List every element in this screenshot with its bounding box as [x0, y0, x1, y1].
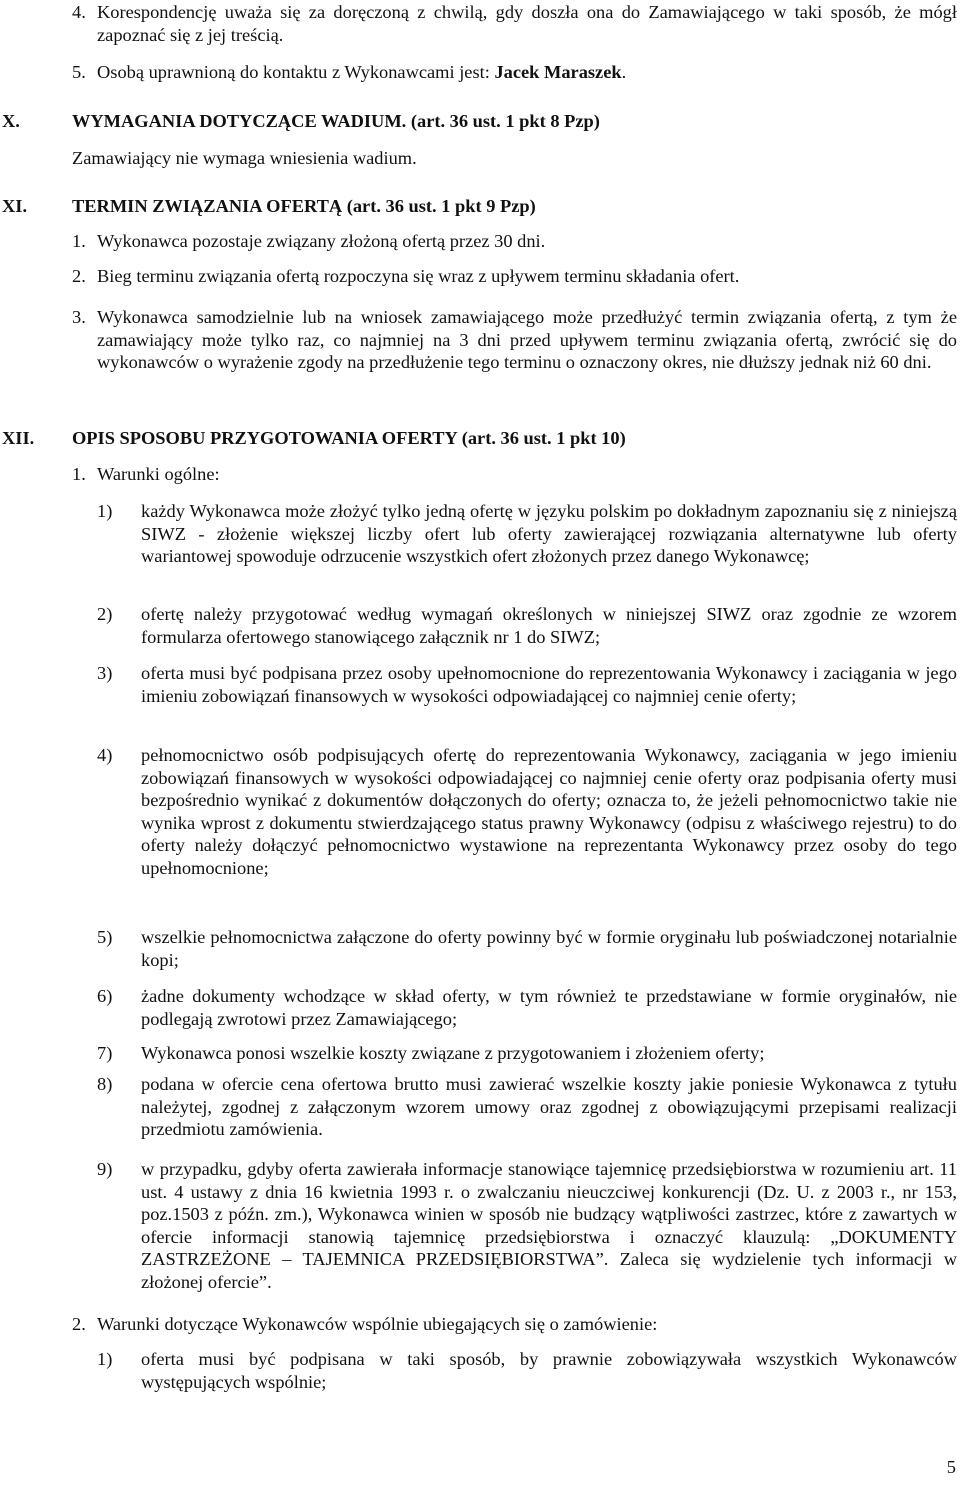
section-number: XII. — [2, 428, 35, 448]
subsection-title: Warunki ogólne: — [97, 464, 220, 484]
list-number: 1. — [72, 231, 86, 251]
sublist-item-text: żadne dokumenty wchodzące w skład oferty, w tym również te przedstawiane w formie oryginałów, nie podlegają zwrotowi przez Zamawiającego; — [141, 986, 957, 1029]
sublist-number: 1) — [97, 1349, 113, 1369]
list-item-text: Korespondencję uważa się za doręczoną z chwilą, gdy doszła ona do Zamawiającego w taki sposób, że mógł zapoznać się z jej treścią. — [97, 2, 957, 45]
section-heading: TERMIN ZWIĄZANIA OFERTĄ (art. 36 ust. 1 pkt 9 Pzp) — [72, 196, 536, 216]
section-heading: WYMAGANIA DOTYCZĄCE WADIUM. (art. 36 ust. 1 pkt 8 Pzp) — [72, 111, 600, 131]
list-item-text: Bieg terminu związania ofertą rozpoczyna się wraz z upływem terminu składania ofert. — [97, 266, 740, 286]
sublist-number: 1) — [97, 501, 113, 521]
subsection-title: Warunki dotyczące Wykonawców wspólnie ubiegających się o zamówienie: — [97, 1314, 658, 1334]
list-number: 2. — [72, 1314, 86, 1334]
section-number: X. — [2, 111, 20, 131]
sublist-item-text: oferta musi być podpisana przez osoby upełnomocnione do reprezentowania Wykonawcy i zaciągania w jego imieniu zobowiązań finansowych w wysokości odpowiadającej co najmniej cenie oferty; — [141, 663, 957, 706]
sublist-item-text: każdy Wykonawca może złożyć tylko jedną ofertę w języku polskim po dokładnym zapoznaniu się z niniejszą SIWZ - złożenie większej liczby ofert lub oferty zawierającej rozwiązania alternatywne lub oferty wariantowej spowoduje odrzucenie wszystkich ofert złożonych przez danego Wykonawcę; — [141, 501, 957, 566]
list-number: 4. — [72, 2, 86, 22]
list-item-text: Wykonawca samodzielnie lub na wniosek zamawiającego może przedłużyć termin związania ofertą, z tym że zamawiający może tylko raz, co najmniej na 3 dni przed upływem terminu związania ofertą, zwrócić się do wykonawców o wyrażenie zgody na przedłużenie tego terminu o oznaczony okres, nie dłuższy jednak niż 60 dni. — [97, 307, 957, 372]
sublist-number: 5) — [97, 927, 113, 947]
sublist-number: 7) — [97, 1043, 113, 1063]
section-body: Zamawiający nie wymaga wniesienia wadium. — [72, 148, 417, 168]
sublist-number: 6) — [97, 986, 113, 1006]
sublist-number: 4) — [97, 745, 113, 765]
sublist-number: 8) — [97, 1074, 113, 1094]
list-item-text: Wykonawca pozostaje związany złożoną ofertą przez 30 dni. — [97, 231, 546, 251]
contact-person-name: Jacek Maraszek — [494, 62, 622, 82]
contact-person-line — [97, 61, 957, 84]
sublist-item-text: wszelkie pełnomocnictwa załączone do oferty powinny być w formie oryginału lub poświadczonej notarialnie kopi; — [141, 927, 957, 970]
list-number: 5. — [72, 62, 86, 82]
sublist-number: 9) — [97, 1159, 113, 1179]
sublist-number: 2) — [97, 604, 113, 624]
sublist-item-text: pełnomocnictwo osób podpisujących ofertę do reprezentowania Wykonawcy, zaciągania w jego imieniu zobowiązań finansowych w wysokości odpowiadającej co najmniej cenie oferty oraz podpisania oferty musi bezpośrednio wynikać z dokumentów dołączonych do oferty; oznacza to, że jeżeli pełnomocnictwo takie nie wynika wprost z dokumentu stwierdzającego status prawny Wykonawcy (odpisu z właściwego rejestru) to do oferty należy dołączyć pełnomocnictwo wystawione na reprezentanta Wykonawcy przez osoby do tego upełnomocnione; — [141, 745, 957, 878]
sublist-item-text: oferta musi być podpisana w taki sposób, by prawnie zobowiązywała wszystkich Wykonawców występujących wspólnie; — [141, 1349, 957, 1392]
section-number: XI. — [2, 196, 28, 216]
contact-label: Osobą uprawnioną do kontaktu z Wykonawcami jest: — [97, 62, 495, 82]
contact-period: . — [621, 62, 627, 82]
sublist-item-text: podana w ofercie cena ofertowa brutto musi zawierać wszelkie koszty jakie poniesie Wykonawca z tytułu należytej, zgodnej z załączonym wzorem umowy oraz zgodnej z obowiązującymi przepisami realizacji przedmiotu zamówienia. — [141, 1074, 957, 1139]
list-number: 1. — [72, 464, 86, 484]
sublist-item-text: w przypadku, gdyby oferta zawierała informacje stanowiące tajemnicę przedsiębiorstwa w rozumieniu art. 11 ust. 4 ustawy z dnia 16 kwietnia 1993 r. o zwalczaniu nieuczciwej konkurencji (Dz. U. z 2003 r., nr 153, poz.1503 z późn. zm.), Wykonawca winien w sposób nie budzący wątpliwości zastrzec, które z zawartych w ofercie informacji stanowią tajemnicę przedsiębiorstwa i oznaczyć klauzulą: „DOKUMENTY ZASTRZEŻONE – TAJEMNICA PRZEDSIĘBIORSTWA”. Zaleca się wydzielenie tych informacji w złożonej ofercie”. — [141, 1159, 957, 1292]
sublist-item-text: Wykonawca ponosi wszelkie koszty związane z przygotowaniem i złożeniem oferty; — [141, 1043, 765, 1063]
sublist-item-text: ofertę należy przygotować według wymagań określonych w niniejszej SIWZ oraz zgodnie ze wzorem formularza ofertowego stanowiącego załącznik nr 1 do SIWZ; — [141, 604, 957, 647]
list-number: 2. — [72, 266, 86, 286]
page-number: 5 — [946, 1457, 956, 1477]
list-number: 3. — [72, 307, 86, 327]
section-heading: OPIS SPOSOBU PRZYGOTOWANIA OFERTY (art. 36 ust. 1 pkt 10) — [72, 428, 626, 448]
sublist-number: 3) — [97, 663, 113, 683]
